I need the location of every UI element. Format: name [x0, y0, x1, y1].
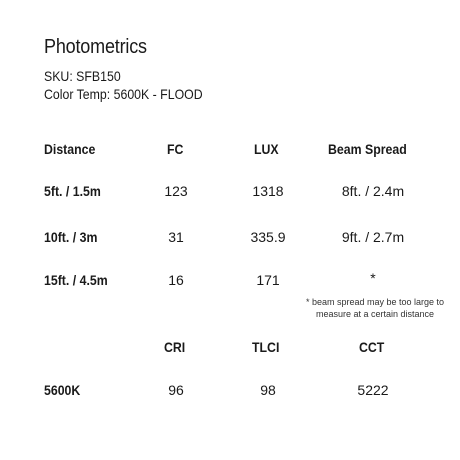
sku-text: SKU: SFB150: [44, 68, 121, 84]
row-lux-value: 1318: [252, 183, 284, 199]
row-fc-value: 31: [168, 229, 184, 245]
header-fc: FC: [166, 141, 184, 157]
color-temp-text: Color Temp: 5600K - FLOOD: [44, 86, 203, 102]
color-row-label: 5600K: [44, 382, 81, 398]
header-cct: CCT: [358, 339, 384, 355]
header-beam-spread: Beam Spread: [328, 141, 407, 157]
cri-value: 96: [168, 382, 184, 398]
row-distance-label: 15ft. / 4.5m: [44, 272, 108, 288]
header-cri: CRI: [163, 339, 186, 355]
row-fc-value: 16: [168, 272, 184, 288]
row-lux-value: 171: [256, 272, 280, 288]
row-distance-label: 5ft. / 1.5m: [44, 183, 101, 199]
row-beam-value: *: [370, 270, 376, 286]
header-lux: LUX: [254, 141, 279, 157]
header-distance: Distance: [44, 141, 96, 157]
row-distance-label: 10ft. / 3m: [44, 229, 98, 245]
row-fc-value: 123: [164, 183, 188, 199]
cct-value: 5222: [357, 382, 389, 398]
row-beam-value: 9ft. / 2.7m: [341, 229, 405, 245]
page-title: Photometrics: [44, 36, 147, 58]
tlci-value: 98: [260, 382, 276, 398]
row-lux-value: 335.9: [250, 229, 286, 245]
header-tlci: TLCI: [252, 339, 280, 355]
row-beam-value: 8ft. / 2.4m: [341, 183, 405, 199]
beam-spread-footnote: * beam spread may be too large to measure at a certain distance: [305, 297, 445, 319]
